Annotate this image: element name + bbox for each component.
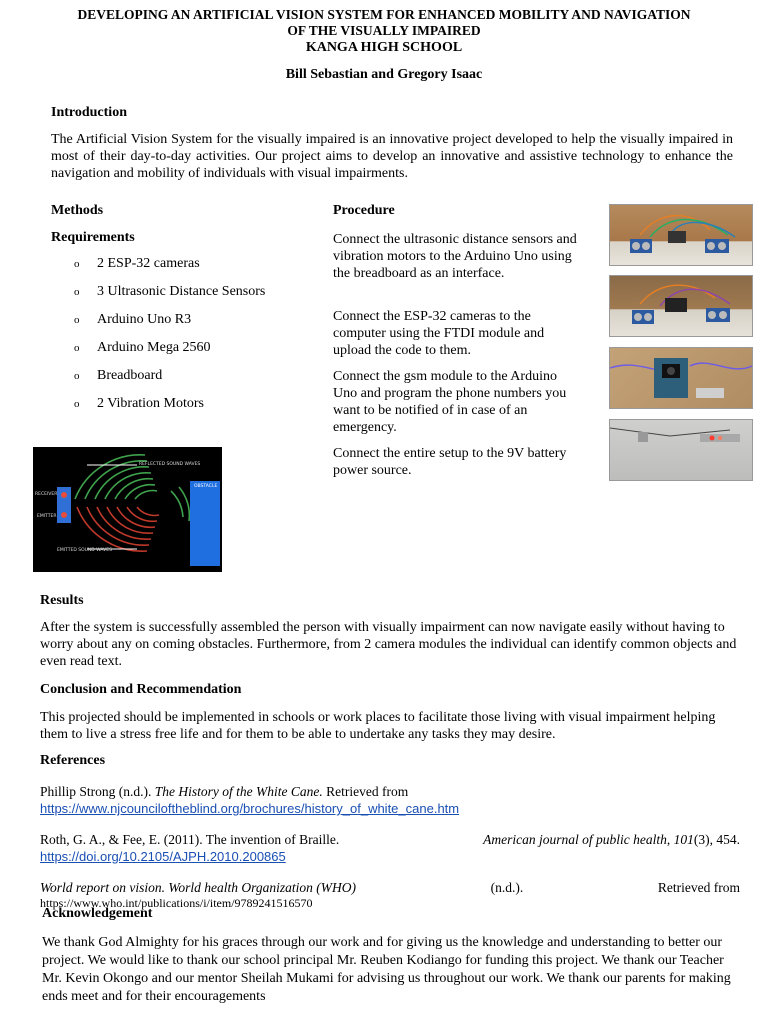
requirement-label: 2 Vibration Motors bbox=[97, 396, 205, 411]
results-text: After the system is successfully assembled the person with visually impairment can now navigate easily without having to worry about any on coming obstacles. Furthermore, from 2 camera modules the individual can identify common objects and even read text. bbox=[40, 620, 737, 669]
ultrasonic-diagram bbox=[33, 447, 222, 572]
reference-2-author: Roth, G. A., & Fee, E. (2011). The invention of Braille. bbox=[40, 832, 340, 847]
requirement-label: Arduino Uno R3 bbox=[97, 312, 192, 327]
gsm-module-image bbox=[610, 348, 752, 408]
paper-title-line1: DEVELOPING AN ARTIFICIAL VISION SYSTEM FOR ENHANCED MOBILITY AND NAVIGATION bbox=[77, 7, 691, 22]
sound-waves-diagram bbox=[33, 447, 222, 572]
bullet-icon: o bbox=[74, 398, 80, 410]
diagram-label-receiver: RECEIVER bbox=[35, 492, 58, 497]
setup-photo-1 bbox=[609, 204, 753, 266]
reference-1-author: Phillip Strong (n.d.). bbox=[40, 784, 155, 799]
procedure-step-1: Connect the ultrasonic distance sensors and vibration motors to the Arduino Uno using the breadboard as an interface. bbox=[333, 232, 577, 281]
bullet-icon: o bbox=[74, 342, 80, 354]
reference-3-date: (n.d.). bbox=[490, 880, 524, 895]
setup-photo-4 bbox=[609, 419, 753, 481]
acknowledgement-heading: Acknowledgement bbox=[42, 906, 153, 921]
bullet-icon: o bbox=[74, 286, 80, 298]
conclusion-text: This projected should be implemented in schools or work places to facilitate those living with visual impairment helping them to live a stress free life and for them to be able to undertake any tasks they may desire. bbox=[40, 710, 716, 742]
conclusion-heading: Conclusion and Recommendation bbox=[40, 682, 242, 697]
requirement-label: Arduino Mega 2560 bbox=[97, 340, 211, 355]
reference-1-tail: Retrieved from bbox=[322, 784, 409, 799]
introduction-heading: Introduction bbox=[51, 105, 127, 120]
requirement-label: 2 ESP-32 cameras bbox=[97, 256, 200, 271]
authors: Bill Sebastian and Gregory Isaac bbox=[285, 67, 483, 82]
sensors-image bbox=[610, 205, 752, 265]
bullet-icon: o bbox=[74, 258, 80, 270]
paper-title-line2: OF THE VISUALLY IMPAIRED bbox=[287, 23, 481, 38]
setup-photo-2 bbox=[609, 275, 753, 337]
acknowledgement-text: We thank God Almighty for his graces through our work and for giving us the knowledge and understanding to better our project. We would like to thank our school principal Mr. Reuben Kodiango for funding this project. We thank our Teacher Mr. Kevin Okongo and our mentor Sheilah Mukami for advising us throughout our work. We thank our parents for making ends meet and for their encouragements bbox=[42, 935, 731, 1004]
diagram-label-emitted: EMITTED SOUND WAVES bbox=[57, 548, 112, 553]
requirements-heading: Requirements bbox=[51, 230, 135, 245]
methods-heading: Methods bbox=[51, 203, 104, 218]
procedure-step-3: Connect the gsm module to the Arduino Uno and program the phone numbers you want to be notified of in case of an emergency. bbox=[333, 369, 567, 435]
procedure-step-2: Connect the ESP-32 cameras to the computer using the FTDI module and upload the code to them. bbox=[333, 309, 545, 358]
results-heading: Results bbox=[40, 593, 84, 608]
bullet-icon: o bbox=[74, 370, 80, 382]
setup-photo-3 bbox=[609, 347, 753, 409]
requirement-label: 3 Ultrasonic Distance Sensors bbox=[97, 284, 266, 299]
reference-1 bbox=[40, 783, 740, 817]
reference-2: Roth, G. A., & Fee, E. (2011). The invention of Braille. American journal of public health, 101(3), 454. https://doi.org/10.2105/AJPH.2010.200865 bbox=[40, 832, 740, 864]
reference-1-title: The History of the White Cane. bbox=[154, 784, 323, 799]
references-heading: References bbox=[40, 753, 106, 768]
cameras-image bbox=[610, 276, 752, 336]
procedure-heading: Procedure bbox=[333, 203, 395, 218]
diagram-label-obstacle: OBSTACLE bbox=[194, 484, 218, 489]
diagram-label-emitter: EMITTER bbox=[37, 514, 57, 519]
introduction-text: The Artificial Vision System for the visually impaired is an innovative project developed to help the visually impaired in most of their day-to-day activities. Our project aims to develop an innovative and assistive technology to enhance the navigation and mobility of individuals with visual impairments. bbox=[51, 132, 733, 181]
reference-2-tail: (3), 454. bbox=[693, 832, 740, 847]
reference-3 bbox=[40, 879, 740, 910]
reference-3-title: World report on vision. World health Organization (WHO) bbox=[40, 880, 357, 895]
school-name: KANGA HIGH SCHOOL bbox=[305, 40, 463, 55]
reference-3-retrieved: Retrieved from bbox=[657, 880, 740, 895]
diagram-label-reflected: REFLECTED SOUND WAVES bbox=[139, 462, 201, 467]
battery-setup-image bbox=[610, 420, 752, 480]
requirement-label: Breadboard bbox=[97, 368, 163, 383]
bullet-icon: o bbox=[74, 314, 80, 326]
reference-1-link[interactable]: https://www.njcounciloftheblind.org/brochures/history_of_white_cane.htm bbox=[40, 801, 460, 816]
reference-3-link[interactable]: https://www.who.int/publications/i/item/9789241516570 bbox=[40, 896, 313, 910]
reference-2-journal: American journal of public health bbox=[483, 832, 667, 847]
reference-2-link[interactable]: https://doi.org/10.2105/AJPH.2010.200865 bbox=[40, 849, 286, 864]
procedure-step-4: Connect the entire setup to the 9V battery power source. bbox=[333, 446, 567, 478]
reference-2-volume: 101 bbox=[673, 832, 694, 847]
